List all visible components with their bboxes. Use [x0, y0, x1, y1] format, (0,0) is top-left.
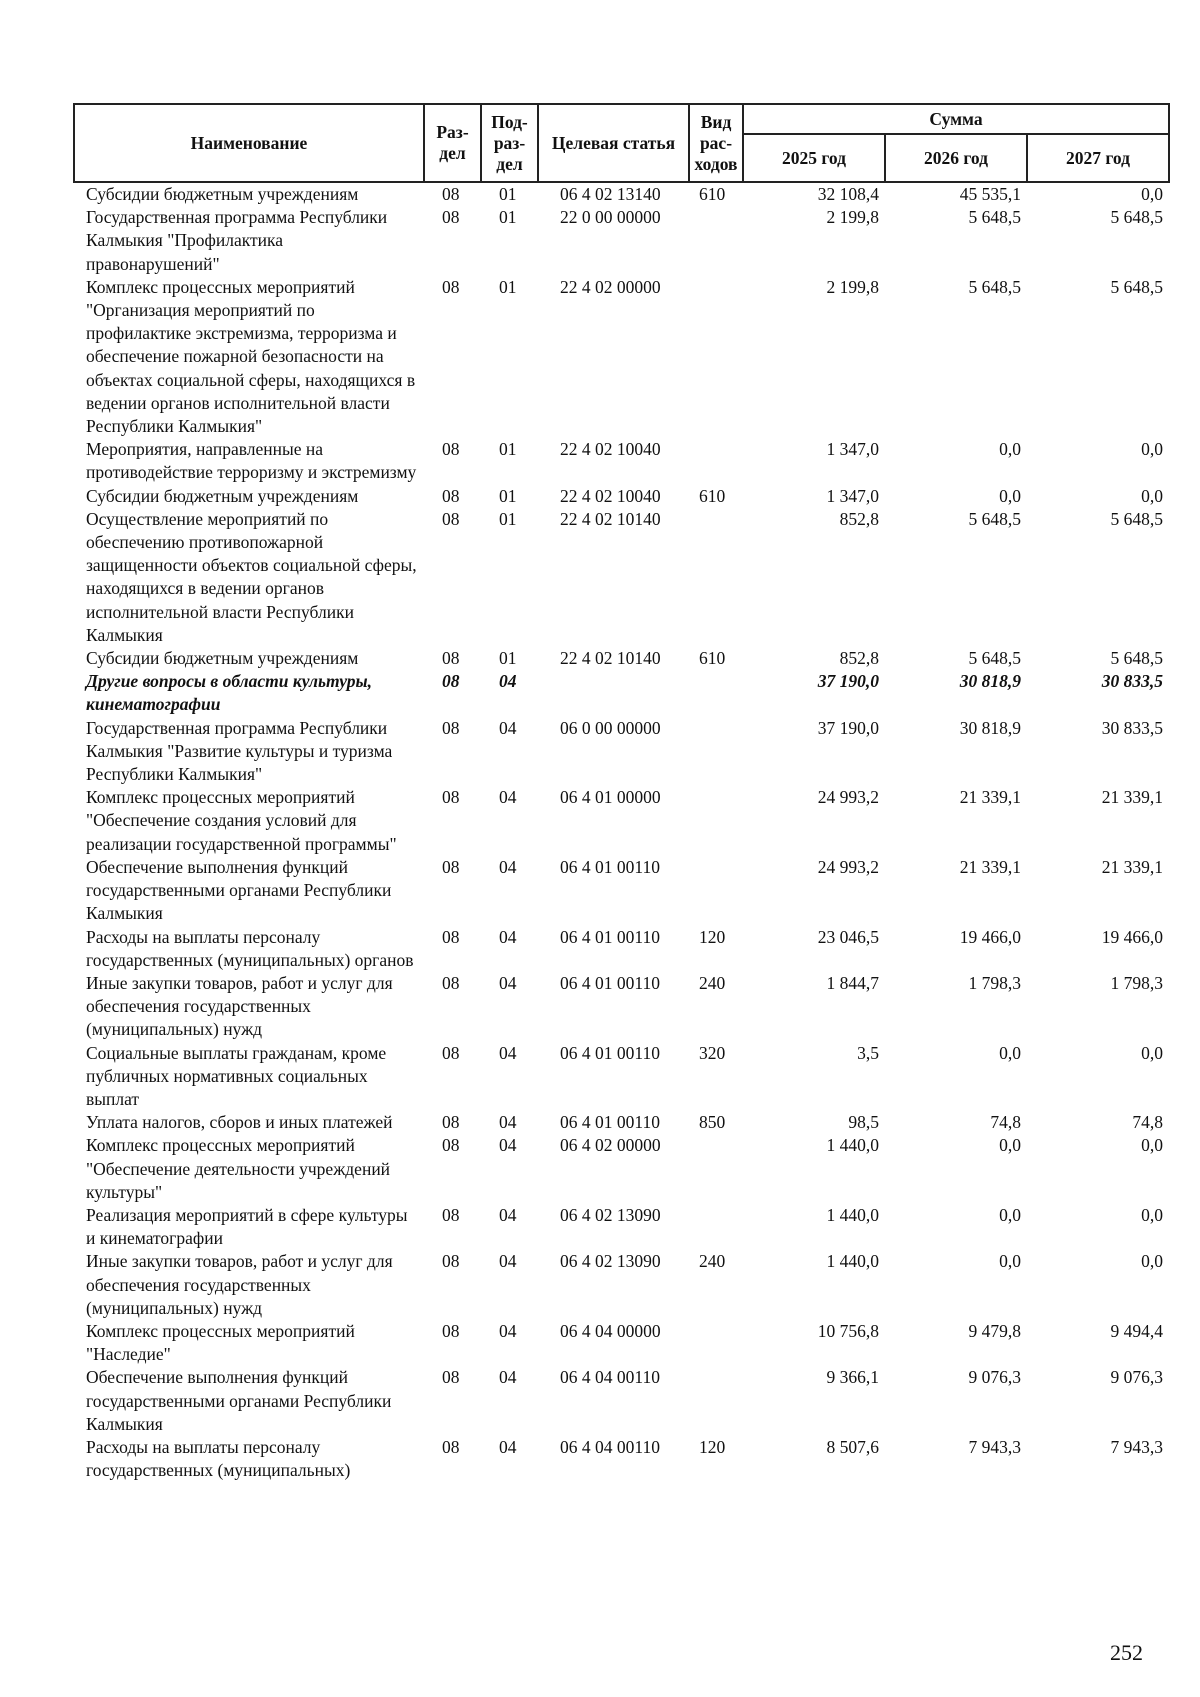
row-celevaya-statya: 06 0 00 00000	[560, 717, 661, 738]
row-podrazdel: 04	[499, 856, 517, 877]
table-row	[74, 1320, 1169, 1366]
row-sum-2026: 5 648,5	[968, 276, 1021, 297]
row-sum-2027: 5 648,5	[1110, 648, 1163, 669]
header-podrazdel: Под-раз-дел	[481, 104, 538, 182]
row-sum-2025: 1 440,0	[826, 1251, 879, 1272]
row-celevaya-statya: 06 4 02 13090	[560, 1204, 661, 1225]
row-sum-2026: 7 943,3	[968, 1436, 1021, 1457]
row-name: Комплекс процессных мероприятий "Обеспечение создания условий для реализации государственной программы"	[86, 787, 397, 854]
row-celevaya-statya: 06 4 01 00000	[560, 787, 661, 808]
row-name: Расходы на выплаты персоналу государственных (муниципальных) органов	[86, 926, 414, 970]
row-name: Иные закупки товаров, работ и услуг для обеспечения государственных (муниципальных) нужд	[86, 1251, 393, 1318]
row-podrazdel: 01	[499, 207, 517, 228]
row-name: Мероприятия, направленные на противодействие терроризму и экстремизму	[86, 439, 417, 483]
row-celevaya-statya: 22 4 02 10140	[560, 508, 661, 529]
row-sum-2027: 0,0	[1141, 1135, 1163, 1156]
row-razdel: 08	[442, 276, 460, 297]
row-sum-2026: 0,0	[999, 1042, 1021, 1063]
row-razdel: 08	[442, 207, 460, 228]
row-celevaya-statya: 06 4 01 00110	[560, 1112, 660, 1133]
row-podrazdel: 01	[499, 184, 517, 204]
row-vid-rashodov: 610	[699, 485, 726, 506]
row-razdel: 08	[442, 1436, 460, 1457]
row-sum-2027: 19 466,0	[1101, 926, 1163, 947]
row-celevaya-statya: 06 4 04 00110	[560, 1436, 660, 1457]
row-podrazdel: 04	[499, 1042, 517, 1063]
row-razdel: 08	[442, 671, 460, 692]
row-sum-2026: 45 535,1	[959, 184, 1021, 204]
row-sum-2026: 0,0	[999, 485, 1021, 506]
row-celevaya-statya: 22 4 02 10040	[560, 485, 661, 506]
row-sum-2027: 5 648,5	[1110, 276, 1163, 297]
table-row	[74, 438, 1169, 484]
table-row	[74, 1436, 1169, 1482]
row-sum-2027: 30 833,5	[1101, 671, 1163, 692]
row-vid-rashodov	[689, 1320, 743, 1366]
row-sum-2027: 1 798,3	[1110, 972, 1163, 993]
table-row	[74, 1111, 1169, 1134]
row-podrazdel: 04	[499, 1436, 517, 1457]
row-sum-2027: 0,0	[1141, 184, 1163, 204]
row-celevaya-statya: 06 4 01 00110	[560, 926, 660, 947]
row-razdel: 08	[442, 1367, 460, 1388]
row-sum-2026: 21 339,1	[959, 787, 1021, 808]
table-row	[74, 508, 1169, 647]
header-year-2026: 2026 год	[885, 134, 1027, 182]
row-sum-2026: 19 466,0	[959, 926, 1021, 947]
row-sum-2025: 24 993,2	[817, 856, 879, 877]
row-celevaya-statya	[538, 670, 689, 716]
header-vid-rashodov: Вид рас-ходов	[689, 104, 743, 182]
row-sum-2026: 9 076,3	[968, 1367, 1021, 1388]
table-row	[74, 1042, 1169, 1112]
row-sum-2026: 30 818,9	[959, 671, 1021, 692]
table-row	[74, 972, 1169, 1042]
row-razdel: 08	[442, 439, 460, 460]
row-celevaya-statya: 06 4 01 00110	[560, 1042, 660, 1063]
header-year-2025: 2025 год	[743, 134, 885, 182]
table-row	[74, 670, 1169, 716]
row-vid-rashodov: 120	[699, 1436, 726, 1457]
header-razdel: Раз-дел	[424, 104, 481, 182]
row-sum-2027: 0,0	[1141, 1204, 1163, 1225]
row-vid-rashodov	[689, 786, 743, 856]
row-sum-2025: 9 366,1	[826, 1367, 879, 1388]
row-vid-rashodov: 120	[699, 926, 726, 947]
row-sum-2025: 8 507,6	[826, 1436, 879, 1457]
table-row	[74, 1204, 1169, 1250]
header-summa: Сумма	[743, 104, 1169, 134]
row-razdel: 08	[442, 856, 460, 877]
row-sum-2027: 5 648,5	[1110, 508, 1163, 529]
row-razdel: 08	[442, 1204, 460, 1225]
row-razdel: 08	[442, 184, 460, 204]
row-sum-2027: 7 943,3	[1110, 1436, 1163, 1457]
row-name: Комплекс процессных мероприятий "Организация мероприятий по профилактике экстремизма, терроризма и обеспечение пожарной безопасности на объектах социальной сферы, находящихся в ведении органов исполнительной власти Республики Калмыкия"	[86, 276, 416, 437]
row-sum-2026: 0,0	[999, 1204, 1021, 1225]
row-name: Субсидии бюджетным учреждениям	[86, 485, 359, 506]
row-sum-2026: 5 648,5	[968, 648, 1021, 669]
row-celevaya-statya: 06 4 04 00110	[560, 1367, 660, 1388]
row-vid-rashodov	[689, 1204, 743, 1250]
table-row	[74, 276, 1169, 438]
row-name: Осуществление мероприятий по обеспечению противопожарной защищенности объектов социальной сферы, находящихся в ведении органов исполнительной власти Республики Калмыкия	[86, 508, 417, 645]
row-celevaya-statya: 06 4 02 13140	[560, 184, 661, 204]
header-year-2027: 2027 год	[1027, 134, 1169, 182]
row-sum-2026: 5 648,5	[968, 508, 1021, 529]
row-name: Расходы на выплаты персоналу государственных (муниципальных)	[86, 1436, 351, 1481]
row-podrazdel: 04	[499, 926, 517, 947]
row-name: Государственная программа Республики Калмыкия "Профилактика правонарушений"	[86, 207, 388, 274]
row-name: Комплекс процессных мероприятий "Наследие"	[86, 1320, 355, 1365]
row-vid-rashodov: 610	[699, 184, 726, 204]
row-celevaya-statya: 06 4 01 00110	[560, 856, 660, 877]
row-sum-2025: 24 993,2	[817, 787, 879, 808]
row-name: Обеспечение выполнения функций государственными органами Республики Калмыкия	[86, 1367, 392, 1434]
row-vid-rashodov	[689, 717, 743, 787]
row-vid-rashodov: 240	[699, 972, 726, 993]
row-sum-2027: 74,8	[1132, 1112, 1163, 1133]
row-name: Уплата налогов, сборов и иных платежей	[86, 1112, 393, 1133]
row-podrazdel: 01	[499, 508, 517, 529]
row-sum-2025: 3,5	[857, 1042, 879, 1063]
table-row	[74, 1134, 1169, 1204]
row-name: Государственная программа Республики Калмыкия "Развитие культуры и туризма Республики Калмыкия"	[86, 717, 393, 785]
row-razdel: 08	[442, 508, 460, 529]
row-podrazdel: 04	[499, 787, 517, 808]
row-razdel: 08	[442, 1251, 460, 1272]
row-name: Комплекс процессных мероприятий "Обеспечение деятельности учреждений культуры"	[86, 1135, 391, 1202]
row-celevaya-statya: 06 4 02 13090	[560, 1251, 661, 1272]
row-name: Другие вопросы в области культуры, кинематографии	[86, 671, 373, 715]
row-razdel: 08	[442, 926, 460, 947]
row-sum-2026: 9 479,8	[968, 1320, 1021, 1341]
row-razdel: 08	[442, 485, 460, 506]
row-sum-2026: 0,0	[999, 1135, 1021, 1156]
row-name: Обеспечение выполнения функций государственными органами Республики Калмыкия	[86, 856, 392, 924]
row-podrazdel: 04	[499, 1367, 517, 1388]
table-row	[74, 856, 1169, 926]
row-podrazdel: 01	[499, 276, 517, 297]
table-row	[74, 206, 1169, 276]
row-razdel: 08	[442, 1135, 460, 1156]
row-sum-2027: 5 648,5	[1110, 207, 1163, 228]
table-row	[74, 1366, 1169, 1436]
row-podrazdel: 04	[499, 1135, 517, 1156]
table-row	[74, 717, 1169, 787]
row-sum-2025: 37 190,0	[817, 717, 879, 738]
table-body	[74, 182, 1169, 1482]
row-razdel: 08	[442, 1320, 460, 1341]
row-podrazdel: 01	[499, 648, 517, 669]
row-sum-2026: 30 818,9	[959, 717, 1021, 738]
row-podrazdel: 04	[499, 972, 517, 993]
row-vid-rashodov	[689, 670, 743, 716]
row-sum-2025: 2 199,8	[826, 207, 879, 228]
header-name: Наименование	[74, 104, 424, 182]
row-sum-2025: 98,5	[848, 1112, 879, 1133]
table-row	[74, 926, 1169, 972]
row-podrazdel: 04	[499, 1112, 517, 1133]
row-sum-2026: 0,0	[999, 1251, 1021, 1272]
row-celevaya-statya: 22 4 02 10140	[560, 648, 661, 669]
row-podrazdel: 04	[499, 1251, 517, 1272]
row-vid-rashodov	[689, 1134, 743, 1204]
row-sum-2027: 0,0	[1141, 1251, 1163, 1272]
table-row	[74, 1250, 1169, 1320]
row-vid-rashodov	[689, 206, 743, 276]
row-sum-2027: 30 833,5	[1101, 717, 1163, 738]
table-row	[74, 647, 1169, 670]
row-sum-2027: 21 339,1	[1101, 856, 1163, 877]
row-sum-2025: 37 190,0	[817, 671, 879, 692]
row-sum-2026: 21 339,1	[959, 856, 1021, 877]
row-razdel: 08	[442, 1112, 460, 1133]
row-podrazdel: 04	[499, 671, 517, 692]
row-sum-2025: 23 046,5	[817, 926, 879, 947]
row-sum-2025: 1 844,7	[826, 972, 879, 993]
page-number: 252	[1110, 1640, 1143, 1665]
row-sum-2025: 852,8	[839, 508, 879, 529]
row-razdel: 08	[442, 648, 460, 669]
table-row	[74, 786, 1169, 856]
row-vid-rashodov	[689, 856, 743, 926]
row-vid-rashodov	[689, 276, 743, 438]
row-razdel: 08	[442, 717, 460, 738]
row-celevaya-statya: 22 0 00 00000	[560, 207, 661, 228]
row-sum-2025: 1 440,0	[826, 1204, 879, 1225]
row-sum-2025: 1 440,0	[826, 1135, 879, 1156]
row-sum-2027: 0,0	[1141, 485, 1163, 506]
row-celevaya-statya: 06 4 01 00110	[560, 972, 660, 993]
row-vid-rashodov: 850	[699, 1112, 726, 1133]
row-sum-2027: 0,0	[1141, 1042, 1163, 1063]
row-vid-rashodov: 610	[699, 648, 726, 669]
row-vid-rashodov	[689, 1366, 743, 1436]
table-row	[74, 182, 1169, 206]
header-celevaya-statya: Целевая статья	[538, 104, 689, 182]
row-name: Субсидии бюджетным учреждениям	[86, 184, 359, 204]
row-razdel: 08	[442, 972, 460, 993]
row-sum-2025: 852,8	[839, 648, 879, 669]
row-sum-2025: 10 756,8	[817, 1320, 879, 1341]
table-row	[74, 485, 1169, 508]
row-sum-2026: 1 798,3	[968, 972, 1021, 993]
row-sum-2027: 9 076,3	[1110, 1367, 1163, 1388]
row-sum-2027: 21 339,1	[1101, 787, 1163, 808]
row-name: Социальные выплаты гражданам, кроме публичных нормативных социальных выплат	[86, 1042, 387, 1109]
row-podrazdel: 01	[499, 485, 517, 506]
row-sum-2025: 1 347,0	[826, 439, 879, 460]
row-podrazdel: 04	[499, 1204, 517, 1225]
row-sum-2026: 74,8	[990, 1112, 1021, 1133]
row-celevaya-statya: 22 4 02 10040	[560, 439, 661, 460]
row-podrazdel: 04	[499, 717, 517, 738]
row-sum-2026: 5 648,5	[968, 207, 1021, 228]
row-vid-rashodov	[689, 508, 743, 647]
row-podrazdel: 04	[499, 1320, 517, 1341]
row-sum-2027: 9 494,4	[1110, 1320, 1163, 1341]
row-celevaya-statya: 06 4 04 00000	[560, 1320, 661, 1341]
row-razdel: 08	[442, 787, 460, 808]
row-sum-2025: 32 108,4	[817, 184, 879, 204]
row-name: Реализация мероприятий в сфере культуры и кинематографии	[86, 1204, 408, 1249]
row-celevaya-statya: 22 4 02 00000	[560, 276, 661, 297]
row-celevaya-statya: 06 4 02 00000	[560, 1135, 661, 1156]
row-podrazdel: 01	[499, 439, 517, 460]
row-name: Иные закупки товаров, работ и услуг для обеспечения государственных (муниципальных) нужд	[86, 972, 393, 1040]
row-vid-rashodov: 320	[699, 1042, 726, 1063]
row-sum-2025: 1 347,0	[826, 485, 879, 506]
row-name: Субсидии бюджетным учреждениям	[86, 648, 359, 669]
row-vid-rashodov	[689, 438, 743, 484]
row-sum-2027: 0,0	[1141, 439, 1163, 460]
row-sum-2026: 0,0	[999, 439, 1021, 460]
row-sum-2025: 2 199,8	[826, 276, 879, 297]
row-vid-rashodov: 240	[699, 1251, 726, 1272]
table-header	[74, 104, 1169, 182]
row-razdel: 08	[442, 1042, 460, 1063]
budget-table	[73, 103, 1170, 1482]
